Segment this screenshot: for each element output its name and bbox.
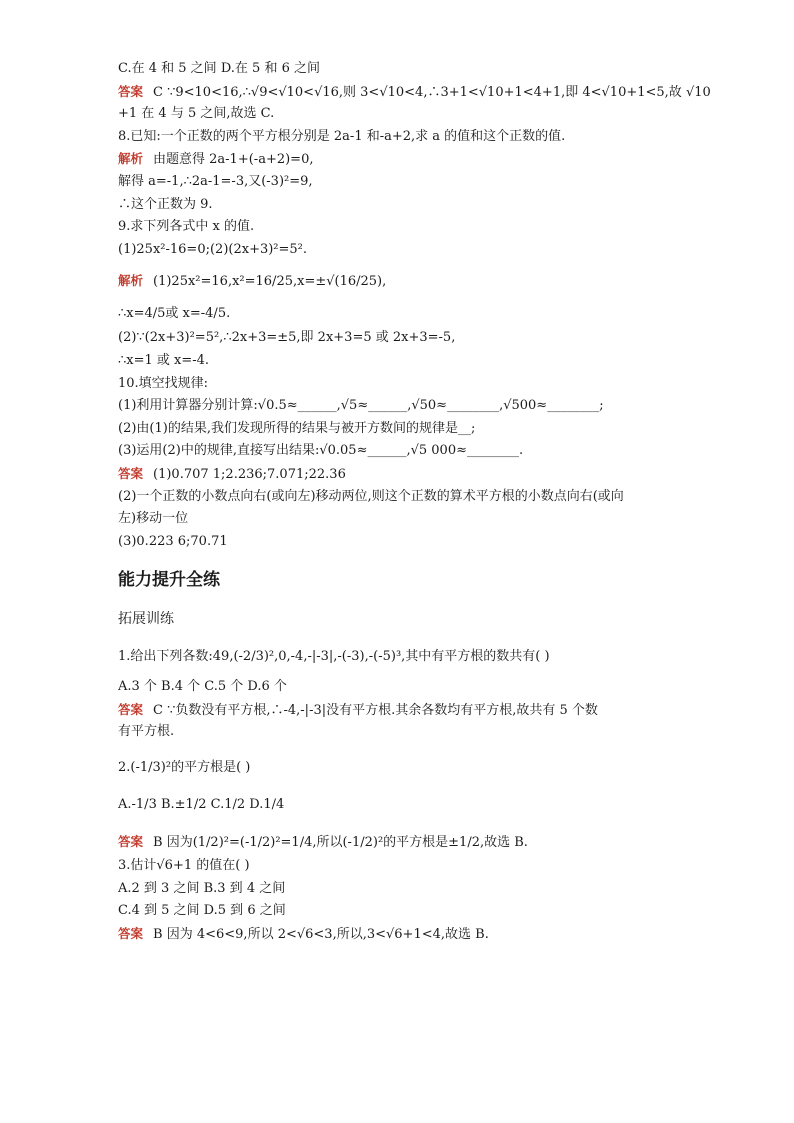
line-l05: 解析 由题意得 2a-1+(-a+2)=0, xyxy=(118,151,314,168)
line-l09: (1)25x²-16=0;(2)(2x+3)²=5². xyxy=(118,241,308,257)
line-m07: 答案 B 因为(1/2)²=(-1/2)²=1/4,所以(-1/2)²的平方根是±1/2,故选 B. xyxy=(118,834,528,851)
line-l19: (2)一个正数的小数点向右(或向左)移动两位,则这个正数的算术平方根的小数点向右(或向 xyxy=(118,488,624,504)
line-l02: 答案 C ∵9<10<16,∴√9<√10<√16,则 3<√10<4,∴3+1<√10+1<4+1,即 4<√10+1<5,故 √10 xyxy=(118,83,711,100)
line-m09: A.2 到 3 之间 B.3 到 4 之间 xyxy=(118,880,286,896)
line-m06: A.-1/3 B.±1/2 C.1/2 D.1/4 xyxy=(118,797,285,813)
line-m01: 1.给出下列各数:49,(-2/3)²,0,-4,-|-3|,-(-3),-(-5)³,其中有平方根的数共有( ) xyxy=(118,649,550,665)
answer-tag: 答案 xyxy=(118,83,144,99)
line-l11: ∴x=4/5或 x=-4/5. xyxy=(118,306,231,322)
line-l16: (2)由(1)的结果,我们发现所得的结果与被开方数间的规律是__; xyxy=(118,420,476,436)
subsection-title: 拓展训练 xyxy=(118,611,174,628)
line-m02: A.3 个 B.4 个 C.5 个 D.6 个 xyxy=(118,679,287,695)
line-l21: (3)0.223 6;70.71 xyxy=(118,533,228,549)
line-m05: 2.(-1/3)²的平方根是( ) xyxy=(118,760,251,776)
answer-tag: 答案 xyxy=(118,701,144,717)
document-page xyxy=(118,58,711,945)
line-l20: 左)移动一位 xyxy=(118,511,189,527)
line-l12: (2)∵(2x+3)²=5²,∴2x+3=±5,即 2x+3=5 或 2x+3=-5, xyxy=(118,330,456,346)
line-l07: ∴这个正数为 9. xyxy=(118,196,213,212)
line-l17: (3)运用(2)中的规律,直接写出结果:√0.05≈______,√5 000≈________. xyxy=(118,443,524,459)
line-l13: ∴x=1 或 x=-4. xyxy=(118,352,210,368)
answer-tag: 答案 xyxy=(118,465,144,481)
line-l04: 8.已知:一个正数的两个平方根分别是 2a-1 和-a+2,求 a 的值和这个正数的值. xyxy=(118,128,566,144)
line-m04: 有平方根. xyxy=(118,724,175,740)
line-l15: (1)利用计算器分别计算:√0.5≈______,√5≈______,√50≈________,√500≈________; xyxy=(118,398,604,414)
line-m10: C.4 到 5 之间 D.5 到 6 之间 xyxy=(118,903,286,919)
line-l10: 解析 (1)25x²=16,x²=16/25,x=±√(16/25), xyxy=(118,273,387,290)
line-m11: 答案 B 因为 4<6<9,所以 2<√6<3,所以,3<√6+1<4,故选 B. xyxy=(118,925,489,942)
analysis-tag: 解析 xyxy=(118,273,144,289)
line-m03: 答案 C ∵负数没有平方根,∴-4,-|-3|没有平方根.其余各数均有平方根,故共有 5 个数 xyxy=(118,701,598,718)
line-l06: 解得 a=-1,∴2a-1=-3,又(-3)²=9, xyxy=(118,173,313,189)
line-l14: 10.填空找规律: xyxy=(118,375,209,391)
answer-tag: 答案 xyxy=(118,834,144,850)
answer-tag: 答案 xyxy=(118,925,144,941)
line-m08: 3.估计√6+1 的值在( ) xyxy=(118,858,250,874)
line-l01: C.在 4 和 5 之间 D.在 5 和 6 之间 xyxy=(118,61,320,76)
line-l18: 答案 (1)0.707 1;2.236;7.071;22.36 xyxy=(118,465,346,482)
line-l03: +1 在 4 与 5 之间,故选 C. xyxy=(118,106,275,122)
analysis-tag: 解析 xyxy=(118,151,144,167)
section-title: 能力提升全练 xyxy=(118,570,220,591)
line-l08: 9.求下列各式中 x 的值. xyxy=(118,219,255,235)
